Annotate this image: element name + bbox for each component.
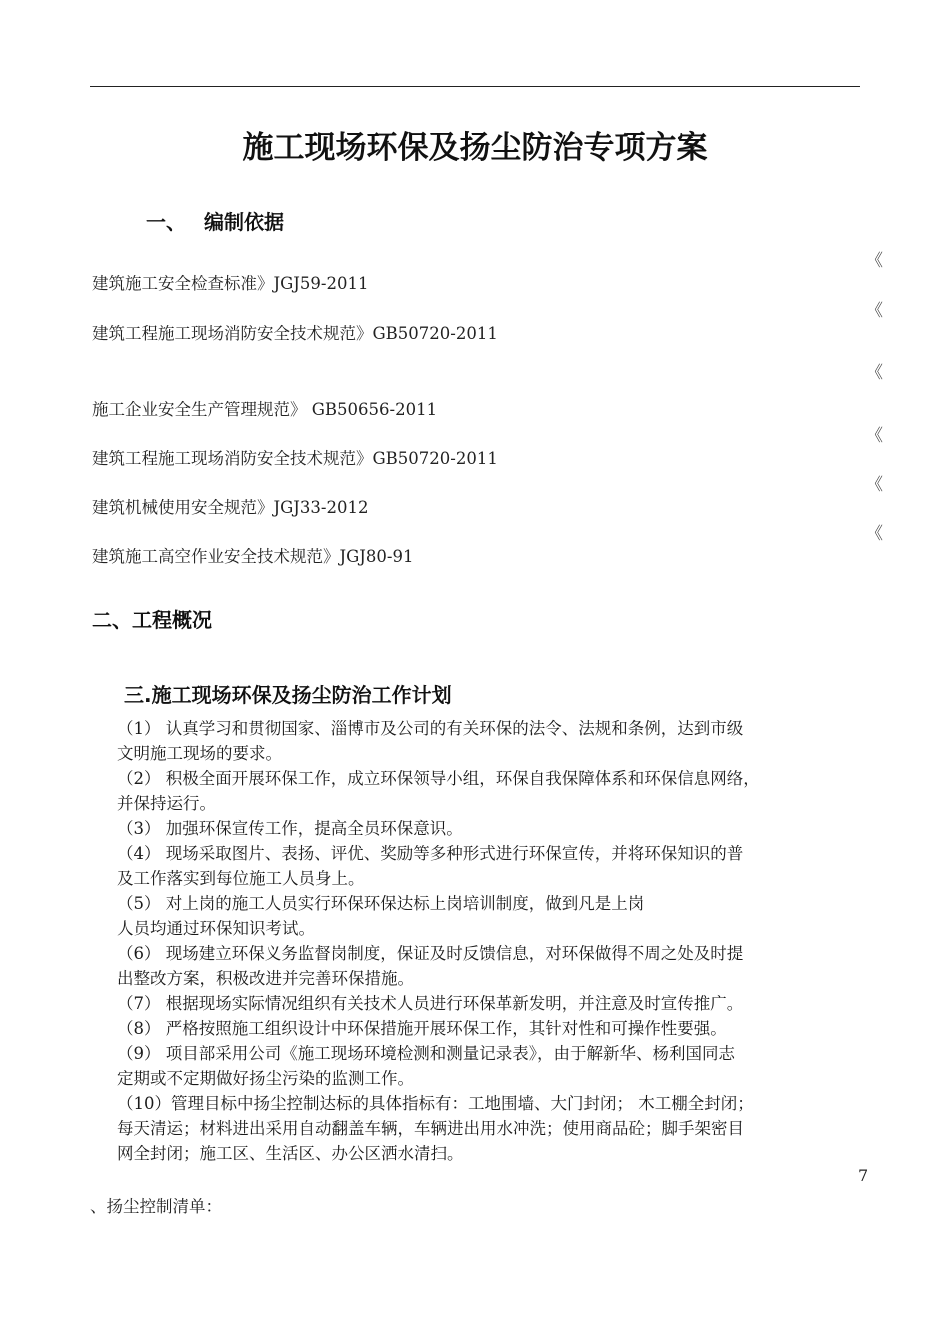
plan-line: （2） 积极全面开展环保工作，成立环保领导小组，环保自我保障体系和环保信息网络，	[117, 769, 760, 788]
header-rule	[90, 86, 860, 87]
document-title: 施工现场环保及扬尘防治专项方案	[242, 130, 708, 166]
quote-mark: 《	[866, 524, 883, 544]
plan-line: （3） 加强环保宣传工作，提高全员环保意识。	[117, 819, 463, 838]
quote-mark: 《	[866, 475, 883, 495]
plan-line: 并保持运行。	[117, 794, 216, 813]
quote-mark: 《	[866, 426, 883, 446]
quote-mark: 《	[866, 301, 883, 321]
quote-mark: 《	[866, 363, 883, 383]
plan-line: 网全封闭；施工区、生活区、办公区洒水清扫。	[117, 1144, 464, 1163]
plan-line: （9） 项目部采用公司《施工现场环境检测和测量记录表》，由于解新华、杨利国同志	[117, 1044, 735, 1063]
reference-item: 建筑工程施工现场消防安全技术规范》GB50720-2011	[92, 449, 498, 468]
plan-line: 定期或不定期做好扬尘污染的监测工作。	[117, 1069, 414, 1088]
plan-line: 及工作落实到每位施工人员身上。	[117, 869, 365, 888]
plan-line: （10）管理目标中扬尘控制达标的具体指标有：工地围墙、大门封闭； 木工棚全封闭；	[117, 1094, 754, 1113]
reference-item: 建筑施工安全检查标准》JGJ59-2011	[92, 274, 369, 293]
plan-body	[117, 716, 865, 1166]
section-number: 一、	[146, 210, 186, 234]
page-number: 7	[858, 1166, 869, 1185]
plan-line: 每天清运；材料进出采用自动翻盖车辆，车辆进出用水冲洗；使用商品砼；脚手架密目	[117, 1119, 744, 1138]
plan-line: （4） 现场采取图片、表扬、评优、奖励等多种形式进行环保宣传，并将环保知识的普	[117, 844, 744, 863]
quote-mark: 《	[866, 251, 883, 271]
plan-line: （6） 现场建立环保义务监督岗制度，保证及时反馈信息，对环保做得不周之处及时提	[117, 944, 744, 963]
reference-item: 建筑机械使用安全规范》JGJ33-2012	[92, 498, 369, 517]
plan-line: 人员均通过环保知识考试。	[117, 919, 315, 938]
plan-line: （5） 对上岗的施工人员实行环保环保达标上岗培训制度，做到凡是上岗	[117, 894, 645, 913]
plan-line: （8） 严格按照施工组织设计中环保措施开展环保工作，其针对性和可操作性要强。	[117, 1019, 727, 1038]
section-label: 编制依据	[204, 210, 284, 234]
footer-text: 、扬尘控制清单：	[90, 1197, 222, 1216]
plan-line: 文明施工现场的要求。	[117, 744, 282, 763]
section-heading-basis	[146, 206, 284, 235]
reference-item: 施工企业安全生产管理规范》 GB50656-2011	[92, 400, 438, 419]
section-heading-plan: 三.施工现场环保及扬尘防治工作计划	[124, 683, 452, 707]
section-heading-overview: 二、工程概况	[92, 608, 212, 632]
reference-item: 建筑工程施工现场消防安全技术规范》GB50720-2011	[92, 324, 498, 343]
plan-line: 出整改方案，积极改进并完善环保措施。	[117, 969, 414, 988]
plan-line: （7） 根据现场实际情况组织有关技术人员进行环保革新发明，并注意及时宣传推广。	[117, 994, 744, 1013]
reference-item: 建筑施工高空作业安全技术规范》JGJ80-91	[92, 547, 414, 566]
plan-line: （1） 认真学习和贯彻国家、淄博市及公司的有关环保的法令、法规和条例，达到市级	[117, 719, 744, 738]
